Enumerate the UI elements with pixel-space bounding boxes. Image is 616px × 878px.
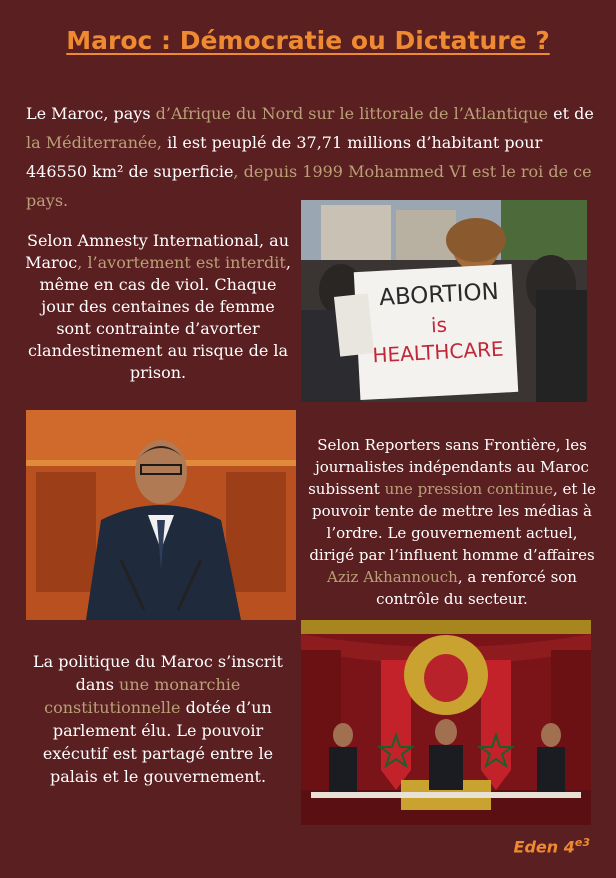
sign-line-3: HEALTHCARE	[371, 336, 505, 368]
press-text: , et le pouvoir tente de mettre les médias à l’ordre. Le gouvernement actuel, dirigé par l’influent homme d’affaires	[309, 480, 596, 564]
monarchy-text: dotée d’un parlement élu. Le pouvoir exécutif est partagé entre le palais et le gouvernement.	[42, 698, 274, 786]
intro-text: et de	[548, 104, 594, 123]
author-name: Eden 4	[513, 837, 575, 857]
abortion-highlight: , l’avortement est interdit	[77, 253, 286, 272]
sign-line-1: ABORTION	[378, 278, 500, 312]
minister-photo-illustration	[26, 410, 296, 620]
royal-photo	[301, 620, 591, 825]
class-superscript: e3	[574, 836, 590, 849]
intro-text: il est peuplé de 37,71 millions d’habitant pour 446550 km² de superficie	[26, 133, 543, 181]
intro-highlight-mediterranean: la Méditerranée,	[26, 133, 163, 152]
intro-text: Le Maroc, pays	[26, 104, 156, 123]
intro-highlight-geography: d’Afrique du Nord sur le littorale de l’Atlantique	[155, 104, 549, 123]
press-paragraph	[305, 434, 599, 610]
royal-photo-illustration	[301, 620, 591, 825]
abortion-text: , même en cas de viol. Chaque jour des centaines de femme sont contrainte d’avorter clandestinement au risque de la prison.	[27, 253, 291, 382]
abortion-paragraph	[22, 230, 294, 384]
monarchy-highlight: une monarchie constitutionnelle	[44, 675, 241, 717]
press-highlight-akhannouch: Aziz Akhannouch	[327, 568, 458, 586]
abortion-text: Selon Amnesty International, au Maroc	[25, 231, 289, 272]
minister-photo	[26, 410, 296, 620]
author-signature	[514, 836, 590, 856]
monarchy-text: La politique du Maroc s’inscrit dans	[33, 652, 283, 694]
protest-photo	[301, 200, 587, 402]
monarchy-paragraph	[24, 650, 292, 788]
press-text: , a renforcé son contrôle du secteur.	[376, 568, 577, 608]
page-title: Maroc : Démocratie ou Dictature ?	[66, 26, 550, 55]
press-text: Selon Reporters sans Frontière, les journalistes indépendants au Maroc subissent	[308, 436, 589, 498]
intro-paragraph	[26, 99, 596, 215]
intro-highlight-king: , depuis 1999 Mohammed VI est le roi de ce pays.	[26, 162, 592, 210]
sign-line-2: is	[430, 312, 448, 338]
press-highlight-pressure: une pression continue	[384, 480, 553, 498]
